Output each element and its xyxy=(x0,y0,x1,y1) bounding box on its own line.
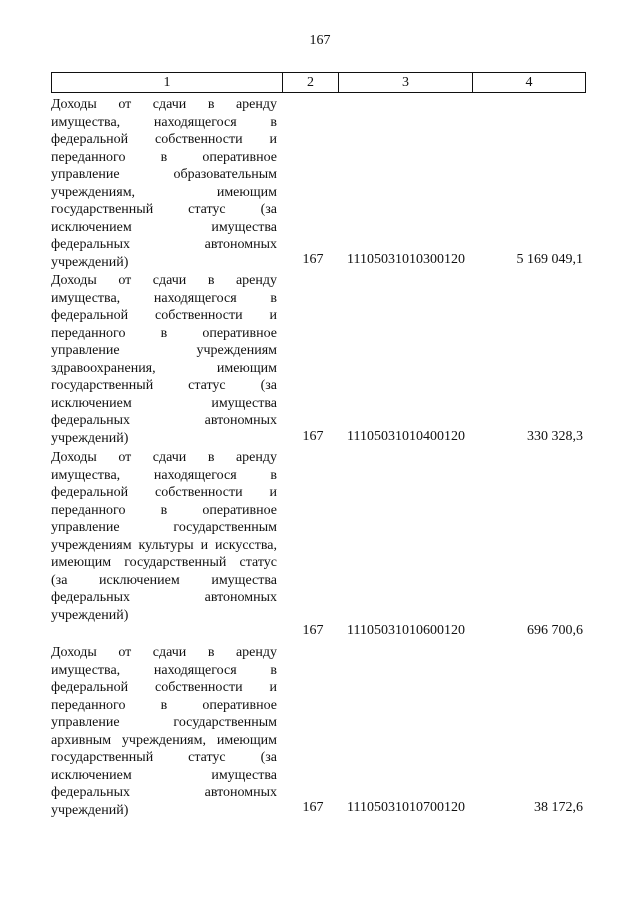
row-admin-code: 167 xyxy=(302,800,324,815)
row-kbk-code: 11105031010300120 xyxy=(347,252,465,267)
table-row xyxy=(51,449,586,641)
row-description: Доходы от сдачи в аренду имущества, находящегося в федеральной собственности и переданного в оперативное управление государственным учреждениям культуры и искусства, имеющим государственный статус (за исключением имущества федеральных автономных учреждений) xyxy=(51,450,277,623)
row-kbk-code: 11105031010600120 xyxy=(347,623,465,638)
header-col-3: 3 xyxy=(338,73,472,92)
row-amount: 38 172,6 xyxy=(534,800,583,815)
row-admin-code: 167 xyxy=(302,429,324,444)
page-number: 167 xyxy=(309,33,331,48)
header-col-2: 2 xyxy=(282,73,338,92)
table-row xyxy=(51,96,586,271)
table-row xyxy=(51,644,586,819)
row-amount: 330 328,3 xyxy=(527,429,583,444)
row-kbk-code: 11105031010400120 xyxy=(347,429,465,444)
row-amount: 696 700,6 xyxy=(527,623,583,638)
row-admin-code: 167 xyxy=(302,252,324,267)
header-col-1: 1 xyxy=(163,74,171,90)
row-admin-code: 167 xyxy=(302,623,324,638)
table-row xyxy=(51,272,586,447)
row-amount: 5 169 049,1 xyxy=(516,252,583,267)
table-header-row xyxy=(51,72,586,93)
row-description: Доходы от сдачи в аренду имущества, находящегося в федеральной собственности и переданного в оперативное управление государственным архивным учреждениям, имеющим государственный статус (за исключением имущества федеральных автономных учреждений) xyxy=(51,645,277,818)
row-description: Доходы от сдачи в аренду имущества, находящегося в федеральной собственности и переданного в оперативное управление образовательным учреждениям, имеющим государственный статус (за исключением имущества федеральных автономных учреждений) xyxy=(51,97,277,270)
row-description: Доходы от сдачи в аренду имущества, находящегося в федеральной собственности и переданного в оперативное управление учреждениям здравоохранения, имеющим государственный статус (за исключением имущества федеральных автономных учреждений) xyxy=(51,273,277,446)
header-col-4: 4 xyxy=(472,73,585,92)
row-kbk-code: 11105031010700120 xyxy=(347,800,465,815)
